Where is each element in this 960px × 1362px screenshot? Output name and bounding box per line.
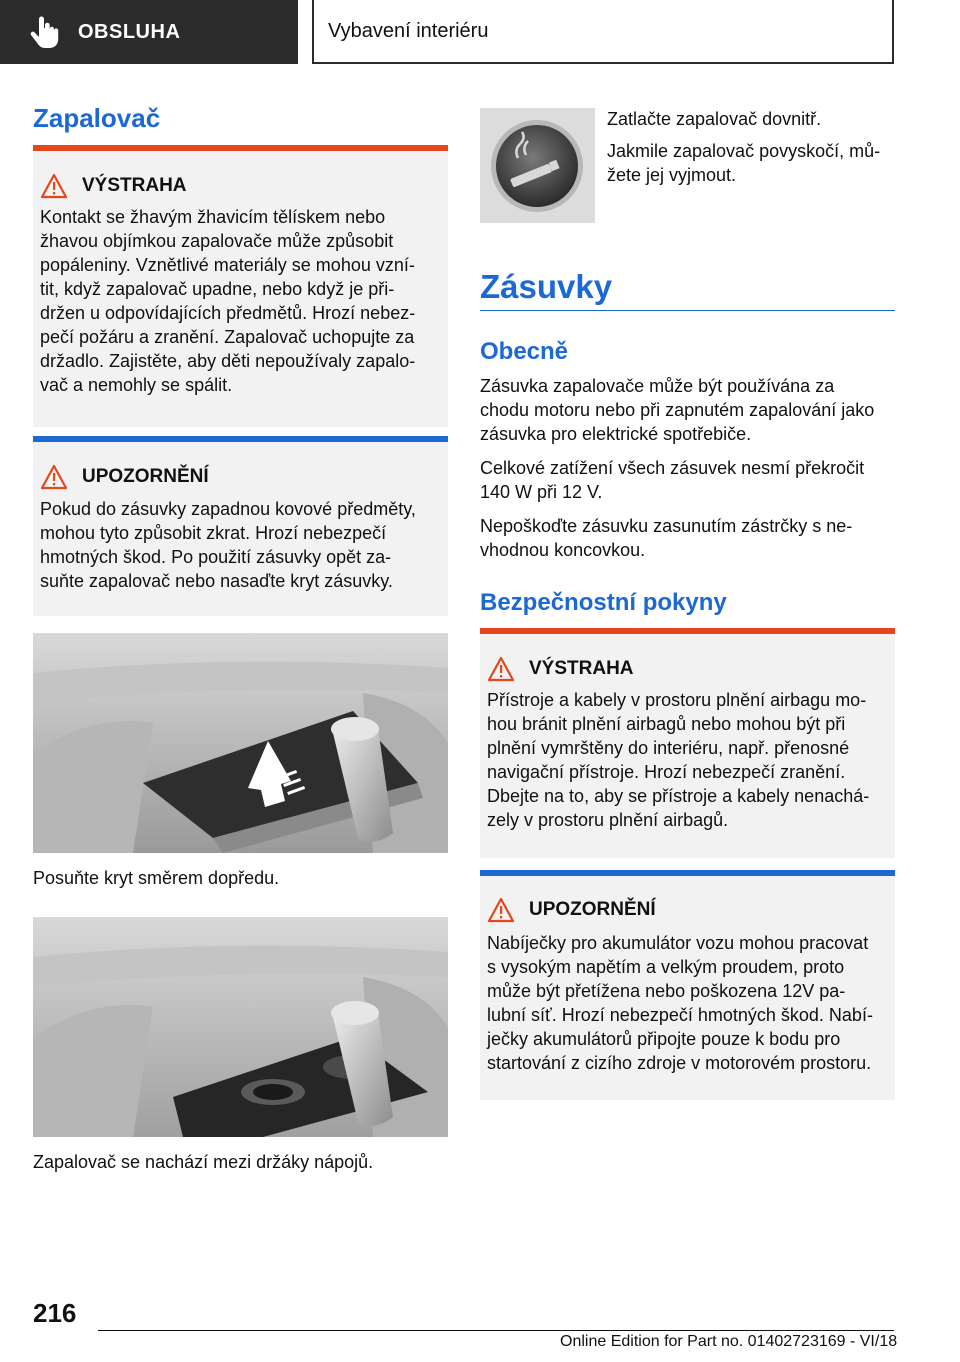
text-line: plnění vymrštěny do interiéru, např. přenosné	[487, 738, 850, 758]
text-line: držadlo. Zajistěte, aby děti nepoužívaly zapalo‐	[40, 351, 416, 371]
hand-pointer-icon	[30, 12, 70, 52]
text-line: 140 W při 12 V.	[480, 482, 603, 502]
text-line: Přístroje a kabely v prostoru plnění airbagu mo‐	[487, 690, 867, 710]
text-line: tit, když zapalovač upadne, nebo když je při‐	[40, 279, 395, 299]
text-line: Nepoškoďte zásuvku zasunutím zástrčky s ne‐	[480, 516, 853, 536]
warning-box	[33, 145, 448, 427]
text-line: Celkové zatížení všech zásuvek nesmí překročit	[480, 458, 865, 478]
photo-caption: Zapalovač se nachází mezi držáky nápojů.	[33, 1152, 374, 1172]
text-line: zásuvka pro elektrické spotřebiče.	[480, 424, 752, 444]
caution-triangle-icon	[40, 464, 68, 490]
text-line: Pokud do zásuvky zapadnou kovové předměty,	[40, 499, 416, 519]
text-line: Zatlačte zapalovač dovnitř.	[607, 109, 822, 129]
warning-text	[487, 688, 887, 832]
notice-bar	[33, 436, 448, 442]
warning-heading	[40, 173, 187, 199]
safety-title: Bezpečnostní pokyny	[480, 589, 727, 616]
warning-label: VÝSTRAHA	[529, 658, 634, 679]
edition-note: Online Edition for Part no. 01402723169 - VI/18	[560, 1333, 898, 1350]
warning-triangle-icon	[487, 656, 515, 682]
text-line: hmotných škod. Po použití zásuvky opět za‐	[40, 547, 392, 567]
text-line: vač a nemohly se spálit.	[40, 375, 233, 395]
cover-photo	[33, 633, 448, 853]
notice-text	[40, 497, 440, 593]
chapter-label: OBSLUHA	[78, 20, 181, 43]
text-line: popáleniny. Vznětlivé materiály se mohou vzní‐	[40, 255, 415, 275]
notice-text	[487, 931, 887, 1075]
warning-bar	[480, 628, 895, 634]
lighter-title: Zapalovač	[33, 103, 161, 133]
page-number: 216	[33, 1298, 77, 1328]
notice-label: UPOZORNĚNÍ	[82, 466, 209, 487]
chapter-tab	[0, 0, 298, 64]
warning-triangle-icon	[40, 173, 68, 199]
warning-bar	[33, 145, 448, 151]
text-line: hou bránit plnění airbagů nebo mohou být při	[487, 714, 846, 734]
push-instructions	[607, 107, 880, 187]
general-title: Obecně	[480, 338, 569, 365]
text-line: může být přetížena nebo poškozena 12V pa‐	[487, 981, 846, 1001]
text-line: žete jej vyjmout.	[607, 165, 737, 185]
cupholder-photo	[33, 917, 448, 1137]
text-line: startování z cizího zdroje v motorovém prostoru.	[487, 1053, 872, 1073]
text-line: Dbejte na to, aby se přístroje a kabely nenachá‐	[487, 786, 870, 806]
notice-heading	[40, 464, 209, 490]
text-line: Jakmile zapalovač povyskočí, mů‐	[607, 141, 881, 161]
section-title: Vybavení interiéru	[328, 19, 489, 42]
damage-paragraph	[480, 514, 852, 562]
warning-heading	[487, 656, 634, 682]
text-line: chodu motoru nebo při zapnutém zapalování jako	[480, 400, 875, 420]
caution-triangle-icon	[487, 897, 515, 923]
text-line: lubní síť. Hrozí nebezpečí hmotných škod. Nabí‐	[487, 1005, 873, 1025]
text-line: zely v prostoru plnění airbagů.	[487, 810, 729, 830]
notice-heading	[487, 897, 656, 923]
text-line: Zásuvka zapalovače může být používána za	[480, 376, 835, 396]
notice-bar	[480, 870, 895, 876]
text-line: Nabíječky pro akumulátor vozu mohou pracovat	[487, 933, 869, 953]
text-line: navigační přístroje. Hrozí nebezpečí zranění.	[487, 762, 846, 782]
text-line: pečí požáru a zranění. Zapalovač uchopujte za	[40, 327, 415, 347]
warning-text	[40, 205, 440, 397]
text-line: ječky akumulátorů připojte pouze k bodu pro	[487, 1029, 841, 1049]
text-line: s vysokým napětím a velkým proudem, proto	[487, 957, 845, 977]
warning-box	[480, 628, 895, 858]
sockets-title: Zásuvky	[480, 268, 613, 305]
text-line: suňte zapalovač nebo nasaďte kryt zásuvky.	[40, 571, 393, 591]
general-paragraph	[480, 374, 874, 446]
load-paragraph	[480, 456, 864, 504]
text-line: Kontakt se žhavým žhavicím tělískem nebo	[40, 207, 386, 227]
lighter-knob-photo	[480, 108, 595, 223]
text-line: mohou tyto způsobit zkrat. Hrozí nebezpečí	[40, 523, 387, 543]
section-header	[312, 0, 894, 64]
text-line: držen u odpovídajících předmětů. Hrozí nebez‐	[40, 303, 416, 323]
notice-box	[33, 436, 448, 616]
notice-label: UPOZORNĚNÍ	[529, 899, 656, 920]
footer-rule	[98, 1330, 894, 1331]
title-rule	[480, 310, 895, 311]
text-line: vhodnou koncovkou.	[480, 540, 646, 560]
notice-box	[480, 870, 895, 1100]
warning-label: VÝSTRAHA	[82, 175, 187, 196]
text-line: žhavou objímkou zapalovače může způsobit	[40, 231, 394, 251]
photo-caption: Posuňte kryt směrem dopředu.	[33, 868, 280, 888]
